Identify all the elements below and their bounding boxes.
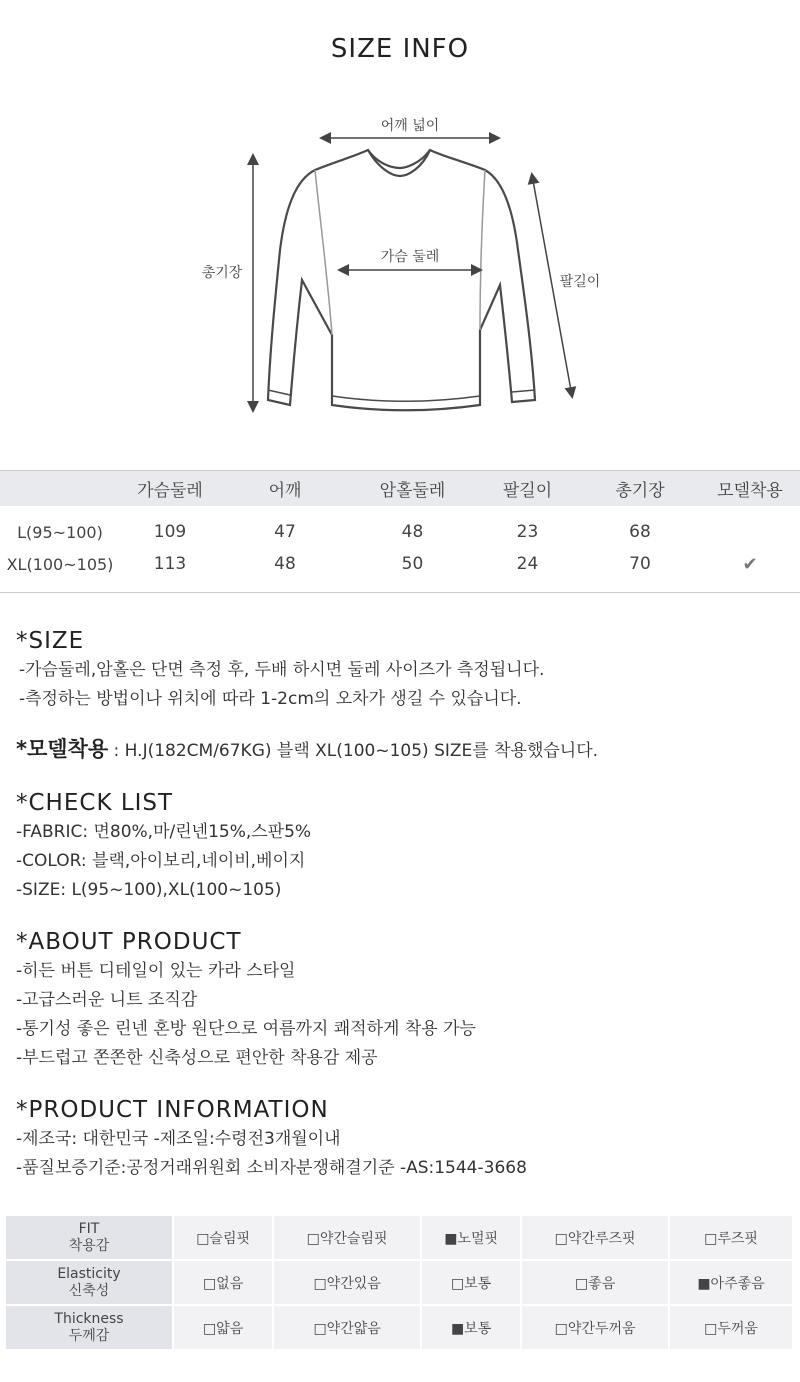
armhole-value: 50 xyxy=(401,554,424,574)
size-note-line: -측정하는 방법이나 위치에 따라 1-2cm의 오차가 생길 수 있습니다. xyxy=(19,689,522,709)
header-cell: 모델착용 xyxy=(717,481,783,501)
header-cell: 총기장 xyxy=(615,481,665,501)
about-product-title: *ABOUT PRODUCT xyxy=(16,929,242,955)
model-wearing-line xyxy=(16,734,786,766)
check-list-line: -FABRIC: 면80%,마/린넨15%,스판5% xyxy=(16,822,312,842)
length-value: 68 xyxy=(629,522,651,542)
thickness-label-en: Thickness xyxy=(54,1310,124,1327)
thickness-row-label xyxy=(6,1306,172,1349)
size-note-line: -가슴둘레,암홀은 단면 측정 후, 두배 하시면 둘레 사이즈가 측정됩니다. xyxy=(19,660,545,680)
about-line: -고급스러운 니트 조직감 xyxy=(16,990,198,1010)
elasticity-option: ■아주좋음 xyxy=(670,1261,792,1304)
length-value: 70 xyxy=(629,554,651,574)
thickness-label-ko: 두께감 xyxy=(68,1327,110,1344)
fit-option: □슬림핏 xyxy=(174,1216,272,1259)
elasticity-option: □약간있음 xyxy=(274,1261,420,1304)
fit-option: □약간슬림핏 xyxy=(274,1216,420,1259)
elasticity-row-label xyxy=(6,1261,172,1304)
elasticity-option: □좋음 xyxy=(522,1261,668,1304)
header-cell: 암홀둘레 xyxy=(379,481,446,501)
sweater-outline xyxy=(268,150,535,410)
page-title: SIZE INFO xyxy=(330,34,470,64)
fit-row xyxy=(6,1216,792,1259)
fit-option: ■노멀핏 xyxy=(422,1216,520,1259)
elasticity-option: □보통 xyxy=(422,1261,520,1304)
elasticity-label-en: Elasticity xyxy=(57,1265,121,1282)
thickness-row xyxy=(6,1306,792,1349)
product-info-line: -품질보증기준:공정거래위원회 소비자분쟁해결기준 -AS:1544-3668 xyxy=(16,1158,527,1178)
check-list-line: -SIZE: L(95~100),XL(100~105) xyxy=(16,880,282,900)
model-wearing-label: *모델착용 xyxy=(16,737,109,761)
table-row xyxy=(0,516,800,548)
header-cell: 팔길이 xyxy=(502,481,553,501)
model-wearing-text: : H.J(182CM/67KG) 블랙 XL(100~105) SIZE를 착용했습니다. xyxy=(108,741,599,761)
size-table xyxy=(0,470,800,593)
check-list-line: -COLOR: 블랙,아이보리,네이비,베이지 xyxy=(16,851,306,871)
fit-row-label xyxy=(6,1216,172,1259)
size-name: L(95~100) xyxy=(17,522,103,542)
chest-value: 113 xyxy=(153,554,187,574)
product-information-title: *PRODUCT INFORMATION xyxy=(16,1097,329,1123)
table-row xyxy=(0,548,800,580)
header-cell: 어깨 xyxy=(268,481,302,501)
garment-measurement-diagram xyxy=(180,100,620,430)
thickness-option: ■보통 xyxy=(422,1306,520,1349)
elasticity-row xyxy=(6,1261,792,1304)
armhole-value: 48 xyxy=(401,522,424,542)
chest-value: 109 xyxy=(153,522,187,542)
product-info-section xyxy=(16,626,786,1183)
header-cell: 가슴둘레 xyxy=(137,481,203,501)
shoulder-value: 48 xyxy=(274,554,296,574)
fit-label-en: FIT xyxy=(78,1220,100,1237)
fit-table xyxy=(4,1214,794,1351)
length-label: 총기장 xyxy=(201,265,243,281)
product-info-line: -제조국: 대한민국 -제조일:수령전3개월이내 xyxy=(16,1129,341,1149)
size-name: XL(100~105) xyxy=(6,554,114,574)
sleeve-label: 팔길이 xyxy=(559,274,601,290)
about-line: -부드럽고 쫀쫀한 신축성으로 편안한 착용감 제공 xyxy=(16,1048,378,1068)
fit-option: □약간루즈핏 xyxy=(522,1216,668,1259)
fit-option: □루즈핏 xyxy=(670,1216,792,1259)
shoulder-label: 어깨 넓이 xyxy=(380,118,440,134)
thickness-option: □두꺼움 xyxy=(670,1306,792,1349)
chest-label: 가슴 둘레 xyxy=(380,249,440,265)
about-line: -히든 버튼 디테일이 있는 카라 스타일 xyxy=(16,961,296,981)
thickness-option: □얇음 xyxy=(174,1306,272,1349)
check-list-title: *CHECK LIST xyxy=(16,790,174,816)
elasticity-option: □없음 xyxy=(174,1261,272,1304)
sleeve-value: 23 xyxy=(516,522,539,542)
model-fit-check-icon: ✔ xyxy=(742,553,758,575)
shoulder-value: 47 xyxy=(274,522,296,542)
about-line: -통기성 좋은 린넨 혼방 원단으로 여름까지 쾌적하게 착용 가능 xyxy=(16,1019,476,1039)
sleeve-value: 24 xyxy=(516,554,539,574)
size-notes-title: *SIZE xyxy=(16,628,85,654)
thickness-option: □약간두꺼움 xyxy=(522,1306,668,1349)
elasticity-label-ko: 신축성 xyxy=(68,1282,110,1299)
thickness-option: □약간얇음 xyxy=(274,1306,420,1349)
size-table-header xyxy=(0,470,800,506)
fit-label-ko: 착용감 xyxy=(68,1237,110,1254)
